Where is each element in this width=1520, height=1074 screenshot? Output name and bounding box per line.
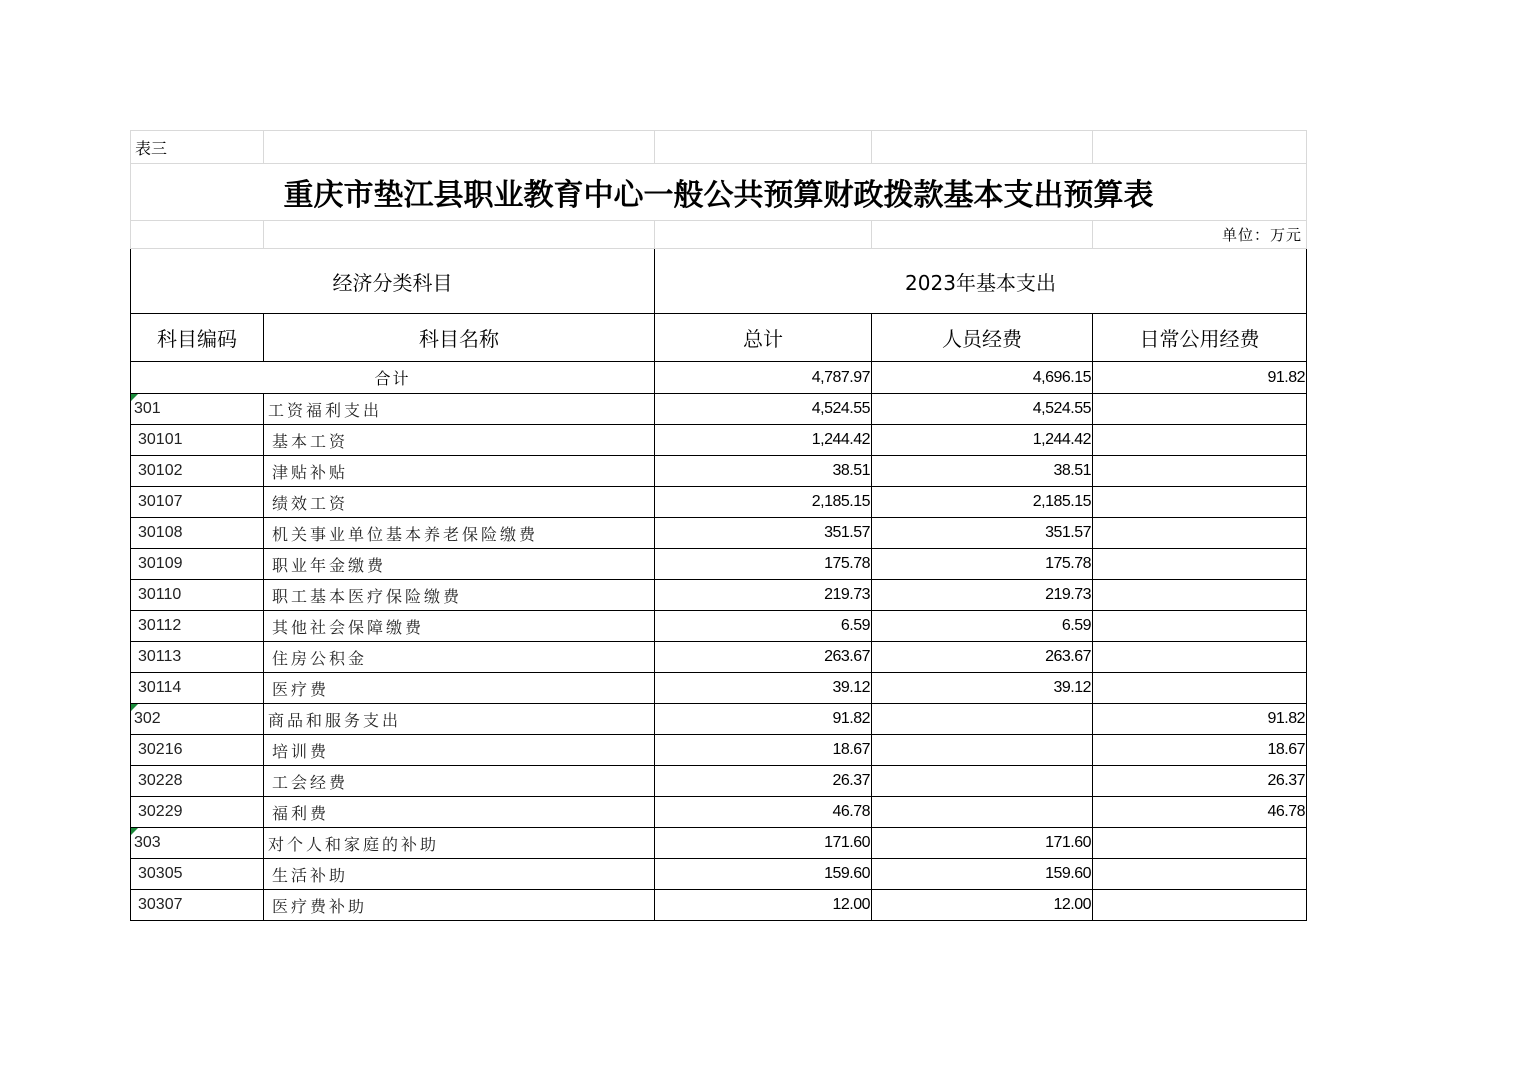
name-cell[interactable]: 医疗费: [264, 673, 655, 704]
page-title[interactable]: 重庆市垫江县职业教育中心一般公共预算财政拨款基本支出预算表: [131, 164, 1307, 221]
total-cell[interactable]: 2,185.15: [655, 487, 872, 518]
name-cell[interactable]: 其他社会保障缴费: [264, 611, 655, 642]
name-cell[interactable]: 商品和服务支出: [264, 704, 655, 735]
public-cell[interactable]: [1093, 425, 1307, 456]
header-economic-class[interactable]: 经济分类科目: [131, 249, 655, 314]
table-body: [131, 362, 1307, 921]
unit-row: [131, 221, 1307, 249]
header-group-row: [131, 249, 1307, 314]
table-row: [131, 797, 1307, 828]
total-cell[interactable]: 175.78: [655, 549, 872, 580]
empty-cell[interactable]: [872, 131, 1093, 164]
code-cell[interactable]: 30305: [131, 859, 264, 890]
budget-table: [130, 130, 1307, 921]
personnel-cell[interactable]: 219.73: [872, 580, 1093, 611]
name-cell[interactable]: 福利费: [264, 797, 655, 828]
total-public-cell[interactable]: 91.82: [1093, 362, 1307, 394]
personnel-cell[interactable]: 175.78: [872, 549, 1093, 580]
total-cell[interactable]: 26.37: [655, 766, 872, 797]
table-label[interactable]: 表三: [131, 131, 264, 164]
total-cell[interactable]: 38.51: [655, 456, 872, 487]
code-cell[interactable]: 303: [131, 828, 264, 859]
name-cell[interactable]: 培训费: [264, 735, 655, 766]
table-row: [131, 642, 1307, 673]
public-cell[interactable]: 91.82: [1093, 704, 1307, 735]
header-code[interactable]: 科目编码: [131, 314, 264, 362]
code-cell[interactable]: 30229: [131, 797, 264, 828]
table-row: [131, 828, 1307, 859]
name-cell[interactable]: 机关事业单位基本养老保险缴费: [264, 518, 655, 549]
empty-cell[interactable]: [264, 221, 655, 249]
empty-cell[interactable]: [655, 131, 872, 164]
personnel-cell[interactable]: [872, 704, 1093, 735]
code-cell[interactable]: 301: [131, 394, 264, 425]
table-row: [131, 735, 1307, 766]
table-label-row: [131, 131, 1307, 164]
personnel-cell[interactable]: 159.60: [872, 859, 1093, 890]
empty-cell[interactable]: [872, 221, 1093, 249]
header-public[interactable]: 日常公用经费: [1093, 314, 1307, 362]
personnel-cell[interactable]: [872, 735, 1093, 766]
total-cell[interactable]: 351.57: [655, 518, 872, 549]
public-cell[interactable]: [1093, 642, 1307, 673]
total-personnel-cell[interactable]: 4,696.15: [872, 362, 1093, 394]
public-cell[interactable]: [1093, 828, 1307, 859]
personnel-cell[interactable]: 263.67: [872, 642, 1093, 673]
total-row: [131, 362, 1307, 394]
personnel-cell[interactable]: 6.59: [872, 611, 1093, 642]
name-cell[interactable]: 绩效工资: [264, 487, 655, 518]
header-total[interactable]: 总计: [655, 314, 872, 362]
personnel-cell[interactable]: 2,185.15: [872, 487, 1093, 518]
table-row: [131, 704, 1307, 735]
public-cell[interactable]: [1093, 456, 1307, 487]
total-cell[interactable]: 171.60: [655, 828, 872, 859]
code-cell[interactable]: 30101: [131, 425, 264, 456]
public-cell[interactable]: [1093, 580, 1307, 611]
personnel-cell[interactable]: [872, 797, 1093, 828]
header-name[interactable]: 科目名称: [264, 314, 655, 362]
table-row: [131, 425, 1307, 456]
public-cell[interactable]: 26.37: [1093, 766, 1307, 797]
name-cell[interactable]: 对个人和家庭的补助: [264, 828, 655, 859]
name-cell[interactable]: 医疗费补助: [264, 890, 655, 921]
table-row: [131, 394, 1307, 425]
total-cell[interactable]: 12.00: [655, 890, 872, 921]
name-cell[interactable]: 工会经费: [264, 766, 655, 797]
total-cell[interactable]: 39.12: [655, 673, 872, 704]
name-cell[interactable]: 工资福利支出: [264, 394, 655, 425]
personnel-cell[interactable]: [872, 766, 1093, 797]
table-row: [131, 673, 1307, 704]
total-cell[interactable]: 263.67: [655, 642, 872, 673]
total-cell[interactable]: 91.82: [655, 704, 872, 735]
personnel-cell[interactable]: 4,524.55: [872, 394, 1093, 425]
total-cell[interactable]: 159.60: [655, 859, 872, 890]
public-cell[interactable]: [1093, 611, 1307, 642]
public-cell[interactable]: [1093, 518, 1307, 549]
header-column-row: [131, 314, 1307, 362]
name-cell[interactable]: 职业年金缴费: [264, 549, 655, 580]
name-cell[interactable]: 生活补助: [264, 859, 655, 890]
personnel-cell[interactable]: 12.00: [872, 890, 1093, 921]
empty-cell[interactable]: [1093, 131, 1307, 164]
public-cell[interactable]: [1093, 890, 1307, 921]
code-cell[interactable]: 30114: [131, 673, 264, 704]
table-row: [131, 549, 1307, 580]
table-row: [131, 487, 1307, 518]
personnel-cell[interactable]: 39.12: [872, 673, 1093, 704]
table-row: [131, 456, 1307, 487]
table-row: [131, 766, 1307, 797]
public-cell[interactable]: 46.78: [1093, 797, 1307, 828]
total-cell[interactable]: 46.78: [655, 797, 872, 828]
name-cell[interactable]: 住房公积金: [264, 642, 655, 673]
table-row: [131, 890, 1307, 921]
table-row: [131, 611, 1307, 642]
public-cell[interactable]: [1093, 487, 1307, 518]
code-cell[interactable]: 30110: [131, 580, 264, 611]
code-cell[interactable]: 30112: [131, 611, 264, 642]
code-cell[interactable]: 30107: [131, 487, 264, 518]
personnel-cell[interactable]: 351.57: [872, 518, 1093, 549]
public-cell[interactable]: [1093, 673, 1307, 704]
code-cell[interactable]: 30228: [131, 766, 264, 797]
public-cell[interactable]: [1093, 549, 1307, 580]
code-cell[interactable]: 30113: [131, 642, 264, 673]
total-total-cell[interactable]: 4,787.97: [655, 362, 872, 394]
total-cell[interactable]: 219.73: [655, 580, 872, 611]
code-cell[interactable]: 30109: [131, 549, 264, 580]
name-cell[interactable]: 津贴补贴: [264, 456, 655, 487]
code-cell[interactable]: 30108: [131, 518, 264, 549]
code-cell[interactable]: 30216: [131, 735, 264, 766]
table-row: [131, 859, 1307, 890]
total-cell[interactable]: 1,244.42: [655, 425, 872, 456]
empty-cell[interactable]: [131, 221, 264, 249]
total-cell[interactable]: 4,524.55: [655, 394, 872, 425]
personnel-cell[interactable]: 171.60: [872, 828, 1093, 859]
unit-label[interactable]: 单位：万元: [1093, 221, 1307, 249]
title-row: [131, 164, 1307, 221]
public-cell[interactable]: 18.67: [1093, 735, 1307, 766]
total-cell[interactable]: 6.59: [655, 611, 872, 642]
empty-cell[interactable]: [655, 221, 872, 249]
table-row: [131, 580, 1307, 611]
code-cell[interactable]: 30307: [131, 890, 264, 921]
header-basic-expenditure[interactable]: 2023年基本支出: [655, 249, 1307, 314]
public-cell[interactable]: [1093, 394, 1307, 425]
name-cell[interactable]: 职工基本医疗保险缴费: [264, 580, 655, 611]
name-cell[interactable]: 基本工资: [264, 425, 655, 456]
header-personnel[interactable]: 人员经费: [872, 314, 1093, 362]
code-cell[interactable]: 30102: [131, 456, 264, 487]
table-row: [131, 518, 1307, 549]
total-cell[interactable]: 18.67: [655, 735, 872, 766]
total-label[interactable]: 合计: [131, 362, 655, 394]
budget-sheet: [130, 130, 1306, 921]
personnel-cell[interactable]: 38.51: [872, 456, 1093, 487]
code-cell[interactable]: 302: [131, 704, 264, 735]
personnel-cell[interactable]: 1,244.42: [872, 425, 1093, 456]
empty-cell[interactable]: [264, 131, 655, 164]
public-cell[interactable]: [1093, 859, 1307, 890]
